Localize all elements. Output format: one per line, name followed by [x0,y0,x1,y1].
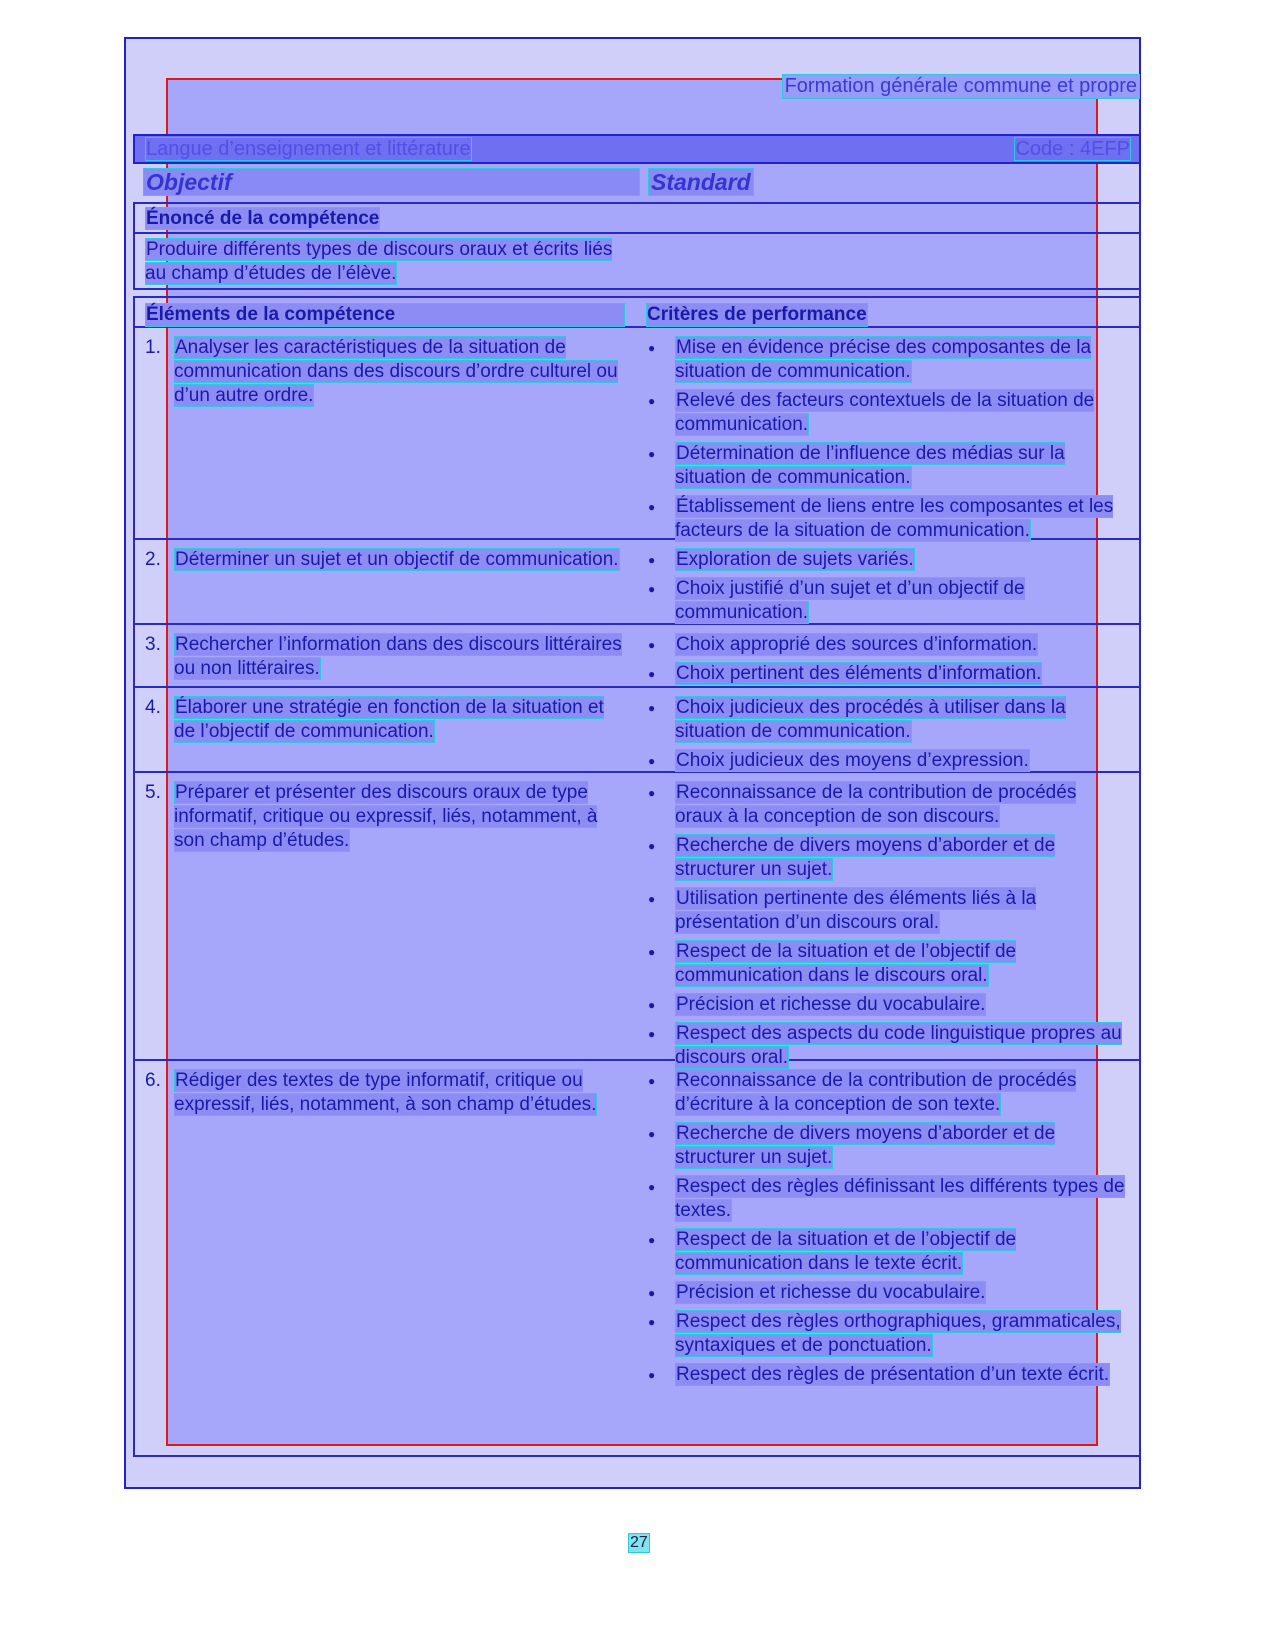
subject-title-bar [133,134,1141,164]
element-text-content: Déterminer un sujet et un objectif de communication. [175,549,619,570]
bullet-icon: ● [648,638,656,652]
criterion-text-content: Choix approprié des sources d’information. [676,634,1038,655]
competence-table-header [135,298,1139,328]
criterion-item [646,1310,1126,1358]
criterion-item [646,749,1126,773]
criterion-text-content: Respect des règles de présentation d’un texte écrit. [676,1364,1110,1385]
criterion-text [675,633,1126,657]
criterion-item [646,696,1126,744]
bullet-icon: ● [648,1074,656,1088]
bullet-icon: ● [648,582,656,596]
bullet-icon: ● [648,394,656,408]
bullet-icon: ● [648,701,656,715]
performance-criteria-list [646,548,1126,630]
criterion-text [675,442,1126,490]
page-number: 27 [630,1534,648,1551]
element-number: 2. [145,549,161,570]
criterion-text-content: Respect de la situation et de l’objectif de communication dans le texte écrit. [675,1229,1017,1274]
element-text [174,696,625,744]
criterion-text-content: Choix judicieux des procédés à utiliser dans la situation de communication. [675,697,1066,742]
element-text [174,781,625,853]
competence-element [145,548,625,572]
competence-statement-box [133,202,1141,290]
element-text [174,1069,625,1117]
element-number: 4. [145,697,161,718]
criterion-item [646,1281,1126,1305]
objectif-label: Objectif [143,168,640,196]
criterion-item [646,1175,1126,1223]
criterion-item [646,1122,1126,1170]
criterion-text [675,577,1126,625]
element-text-content: Rechercher l’information dans des discours littéraires ou non littéraires. [174,634,622,679]
bullet-icon: ● [648,839,656,853]
element-text [174,548,625,572]
element-text [174,633,625,681]
criterion-item [646,1069,1126,1117]
element-text [174,336,625,408]
criterion-text [675,887,1126,935]
element-number: 5. [145,782,161,803]
bullet-icon: ● [648,1368,656,1382]
competence-element [145,336,625,408]
criterion-text-content: Choix pertinent des éléments d’information. [676,663,1042,684]
criterion-item [646,389,1126,437]
criterion-text-content: Détermination de l’influence des médias sur la situation de communication. [675,443,1065,488]
course-code: Code : 4EFP [1015,138,1130,160]
criterion-text-content: Reconnaissance de la contribution de procédés d’écriture à la conception de son texte. [675,1070,1077,1115]
bullet-icon: ● [648,667,656,681]
competence-table [133,296,1141,1457]
competence-element [145,1069,625,1117]
competence-statement-heading: Énoncé de la compétence [135,204,1139,234]
performance-criteria-list [646,781,1126,1075]
competence-row [135,1061,1139,1402]
performance-criteria-list [646,336,1126,548]
criterion-text [675,1122,1126,1170]
competence-row [135,688,1139,773]
criterion-text [675,834,1126,882]
bullet-icon: ● [648,1127,656,1141]
criterion-text [675,749,1126,773]
criterion-text-content: Choix judicieux des moyens d’expression. [676,750,1029,771]
element-number: 3. [145,634,161,655]
objectif-standard-row [143,168,1133,198]
criterion-item [646,662,1126,686]
criterion-item [646,993,1126,1017]
criterion-text [675,696,1126,744]
criterion-text [675,495,1126,543]
criterion-text-content: Relevé des facteurs contextuels de la situation de communication. [675,390,1095,435]
element-text-content: Élaborer une stratégie en fonction de la situation et de l’objectif de communication. [174,697,604,742]
performance-criteria-list [646,696,1126,778]
criterion-text [675,1175,1126,1223]
bullet-icon: ● [648,786,656,800]
bullet-icon: ● [648,1315,656,1329]
criterion-item [646,548,1126,572]
bullet-icon: ● [648,341,656,355]
bullet-icon: ● [648,892,656,906]
standard-label: Standard [648,168,754,196]
competence-row [135,540,1139,625]
criterion-text-content: Établissement de liens entre les composantes et les facteurs de la situation de communication. [675,496,1114,541]
bullet-icon: ● [648,754,656,768]
criterion-item [646,442,1126,490]
criterion-item [646,940,1126,988]
competence-row [135,625,1139,688]
element-number: 6. [145,1070,161,1091]
bullet-icon: ● [648,447,656,461]
bullet-icon: ● [648,1286,656,1300]
criterion-text-content: Respect des règles définissant les différents types de textes. [675,1176,1125,1221]
bullet-icon: ● [648,998,656,1012]
bullet-icon: ● [648,945,656,959]
criterion-text [675,662,1126,686]
element-text-content: Préparer et présenter des discours oraux de type informatif, critique ou expressif, liés, notamment, à son champ d’études. [174,782,598,851]
program-header: Formation générale commune et propre [782,74,1140,99]
bullet-icon: ● [648,1233,656,1247]
criterion-text-content: Utilisation pertinente des éléments liés à la présentation d’un discours oral. [675,888,1037,933]
competence-row [135,328,1139,540]
competence-rows [135,328,1139,1402]
criterion-item [646,887,1126,935]
criterion-text-content: Recherche de divers moyens d’aborder et de structurer un sujet. [675,835,1056,880]
element-text-content: Analyser les caractéristiques de la situation de communication dans des discours d’ordre culturel ou d’un autre ordre. [174,337,618,406]
criterion-text-content: Respect des règles orthographiques, grammaticales, syntaxiques et de ponctuation. [675,1311,1121,1356]
performance-criteria-list [646,1069,1126,1392]
criterion-text-content: Exploration de sujets variés. [676,549,914,570]
criteria-heading: Critères de performance [647,304,867,325]
competence-element [145,696,625,744]
criterion-text-content: Précision et richesse du vocabulaire. [676,1282,986,1303]
criterion-text-content: Mise en évidence précise des composantes de la situation de communication. [675,337,1092,382]
bullet-icon: ● [648,1180,656,1194]
criterion-text [675,940,1126,988]
criterion-text [675,1228,1126,1276]
criterion-text [675,1069,1126,1117]
elements-heading: Éléments de la compétence [145,303,625,327]
criterion-text [675,1363,1126,1387]
criterion-item [646,577,1126,625]
criterion-item [646,495,1126,543]
element-text-content: Rédiger des textes de type informatif, critique ou expressif, liés, notamment, à son champ d’études. [174,1070,597,1115]
criterion-text-content: Précision et richesse du vocabulaire. [676,994,986,1015]
criterion-item [646,1228,1126,1276]
criterion-text [675,336,1126,384]
criterion-item [646,1363,1126,1387]
element-number: 1. [145,337,161,358]
criterion-text [675,781,1126,829]
bullet-icon: ● [648,1027,656,1041]
criterion-item [646,781,1126,829]
criterion-item [646,336,1126,384]
criterion-text [675,389,1126,437]
criterion-item [646,633,1126,657]
criterion-text [675,548,1126,572]
bullet-icon: ● [648,553,656,567]
criterion-text [675,1310,1126,1358]
criterion-text-content: Respect des aspects du code linguistique propres au discours oral. [675,1023,1122,1068]
competence-statement-text: Produire différents types de discours oraux et écrits liés au champ d’études de l’élève. [145,239,613,284]
criterion-item [646,834,1126,882]
criterion-text [675,993,1126,1017]
competence-row [135,773,1139,1068]
performance-criteria-list [646,633,1126,691]
criterion-text-content: Reconnaissance de la contribution de procédés oraux à la conception de son discours. [675,782,1077,827]
subject-title: Langue d’enseignement et littérature [146,138,471,160]
criterion-text [675,1281,1126,1305]
competence-element [145,633,625,681]
competence-element [145,781,625,853]
criterion-text-content: Recherche de divers moyens d’aborder et de structurer un sujet. [675,1123,1056,1168]
criterion-text-content: Choix justifié d’un sujet et d’un objectif de communication. [675,578,1025,623]
bullet-icon: ● [648,500,656,514]
criterion-text-content: Respect de la situation et de l’objectif de communication dans le discours oral. [675,941,1017,986]
